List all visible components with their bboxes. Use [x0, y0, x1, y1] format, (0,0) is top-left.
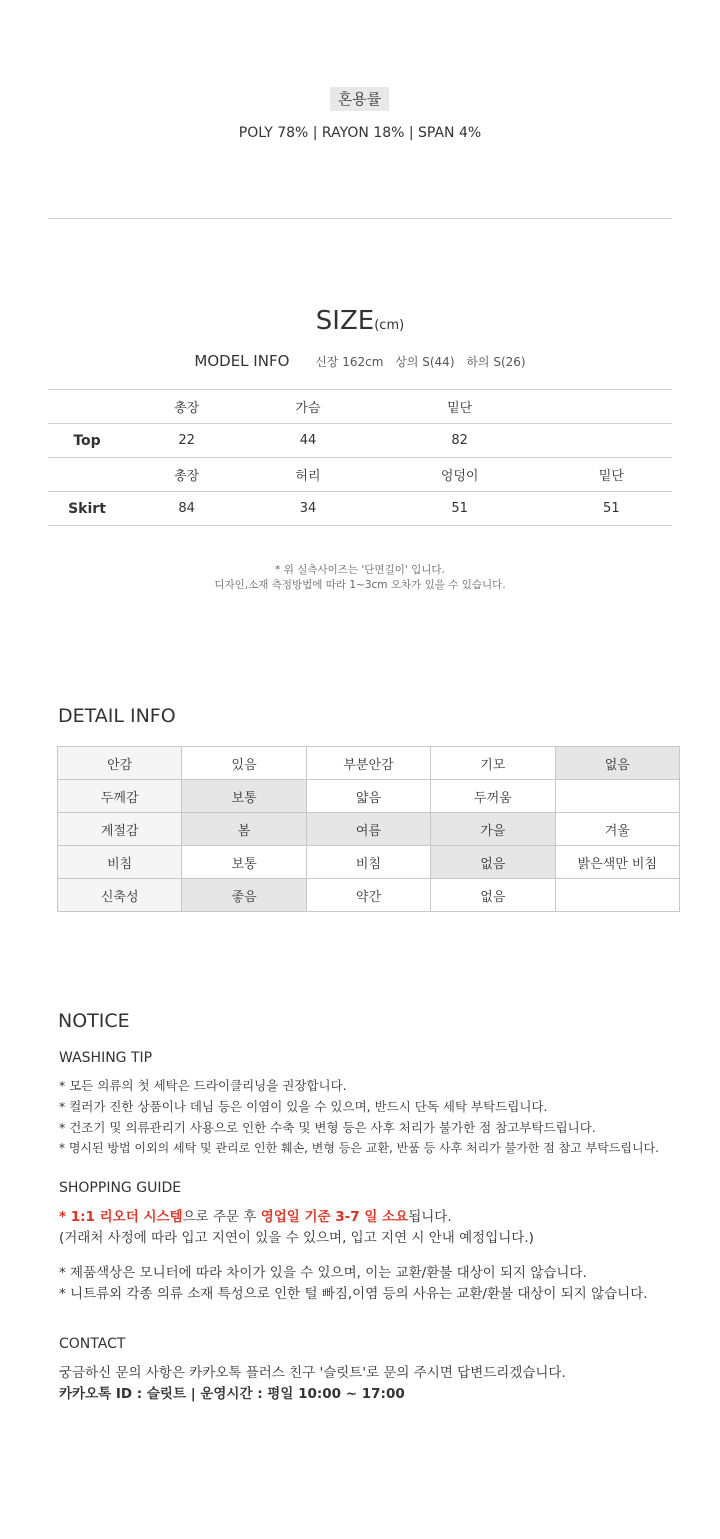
divider: [48, 218, 672, 219]
detail-option-cell: 없음: [431, 879, 555, 912]
size-cell: 82: [451, 433, 468, 448]
size-unit: (cm): [374, 318, 405, 333]
detail-option-cell: 좋음: [182, 879, 306, 912]
notice-title: NOTICE: [58, 1010, 130, 1032]
detail-table: [57, 746, 680, 912]
size-cell: [551, 390, 672, 424]
size-notes: [0, 563, 720, 593]
detail-option-cell: 두꺼움: [431, 780, 555, 813]
detail-option-cell: 여름: [306, 813, 430, 846]
detail-row-label: 신축성: [58, 879, 182, 912]
washing-line-4: * 명시된 방법 이외의 세탁 및 관리로 인한 훼손, 변형 등은 교환, 반품 등 사후 처리가 불가한 점 참고 부탁드립니다.: [59, 1141, 659, 1155]
fabric-composition: POLY 78% | RAYON 18% | SPAN 4%: [238, 125, 482, 141]
size-cell: 가슴: [295, 401, 321, 416]
detail-row-label: 안감: [58, 747, 182, 780]
lead-time-text: 영업일 기준 3-7 일 소요: [260, 1209, 409, 1225]
detail-option-cell: 얇음: [306, 780, 430, 813]
size-note-1: * 위 실측사이즈는 '단면길이' 입니다.: [275, 564, 445, 576]
size-note-2: 디자인,소재 측정방법에 따라 1~3cm 오차가 있을 수 있습니다.: [214, 579, 506, 591]
detail-title: DETAIL INFO: [58, 705, 176, 727]
detail-table-row: [58, 780, 680, 813]
detail-option-cell: [555, 780, 679, 813]
contact-line-2: 카카오톡 ID : 슬릿트 | 운영시간 : 평일 10:00 ~ 17:00: [59, 1386, 405, 1402]
size-row-label: Top: [73, 432, 101, 449]
detail-option-cell: 보통: [182, 846, 306, 879]
shopping-guide-title: SHOPPING GUIDE: [59, 1180, 182, 1196]
model-bottom-size: 하의 S(26): [466, 355, 526, 369]
contact-line-1: 궁금하신 문의 사항은 카카오톡 플러스 친구 '슬릿트'로 문의 주시면 답변드리겠습니다.: [59, 1365, 566, 1381]
size-cell: 22: [178, 433, 195, 448]
size-cell: 51: [451, 501, 468, 516]
size-table-row: [48, 492, 672, 526]
fabric-label: 혼용률: [330, 87, 389, 111]
size-row-label: Skirt: [68, 500, 106, 517]
size-cell: 51: [603, 501, 620, 516]
size-title: [0, 306, 720, 336]
size-cell: 총장: [174, 401, 200, 416]
detail-table-row: [58, 879, 680, 912]
detail-option-cell: 약간: [306, 879, 430, 912]
detail-option-cell: 밝은색만 비침: [555, 846, 679, 879]
size-row-label: [48, 390, 126, 424]
size-cell: 84: [178, 501, 195, 516]
contact-title: CONTACT: [59, 1336, 126, 1352]
washing-line-1: * 모든 의류의 첫 세탁은 드라이클리닝을 권장합니다.: [59, 1078, 347, 1093]
reorder-system-text: * 1:1 리오더 시스템: [59, 1209, 183, 1225]
detail-option-cell: 있음: [182, 747, 306, 780]
detail-option-cell: 부분안감: [306, 747, 430, 780]
size-table-row: [48, 458, 672, 492]
shopping-line-2: (거래처 사정에 따라 입고 지연이 있을 수 있으며, 입고 지연 시 안내 예정입니다.): [59, 1230, 534, 1246]
detail-option-cell: 겨울: [555, 813, 679, 846]
washing-line-3: * 건조기 및 의류관리기 사용으로 인한 수축 및 변형 등은 사후 처리가 불가한 점 참고부탁드립니다.: [59, 1120, 596, 1135]
shopping-end-text: 됩니다.: [408, 1209, 452, 1225]
size-cell: 34: [299, 501, 317, 516]
model-height: 신장 162cm: [315, 355, 384, 369]
detail-table-row: [58, 846, 680, 879]
detail-option-cell: 가을: [431, 813, 555, 846]
detail-option-cell: 기모: [431, 747, 555, 780]
shopping-line-4: * 니트류외 각종 의류 소재 특성으로 인한 털 빠짐,이염 등의 사유는 교환/환불 대상이 되지 않습니다.: [59, 1286, 648, 1302]
size-table-row: [48, 424, 672, 458]
shopping-mid-text: 으로 주문 후: [182, 1209, 261, 1225]
washing-line-2: * 컬러가 진한 상품이나 데님 등은 이염이 있을 수 있으며, 반드시 단독 세탁 부탁드립니다.: [59, 1099, 548, 1114]
detail-table-row: [58, 813, 680, 846]
size-cell: 밑단: [447, 401, 473, 416]
detail-option-cell: 없음: [431, 846, 555, 879]
model-top-size: 상의 S(44): [395, 355, 455, 369]
detail-row-label: 두께감: [58, 780, 182, 813]
size-cell: 44: [299, 433, 317, 448]
model-info-label: MODEL INFO: [194, 352, 290, 370]
size-cell: 엉덩이: [440, 469, 479, 484]
size-cell: 밑단: [598, 469, 624, 484]
detail-row-label: 계절감: [58, 813, 182, 846]
washing-tip-title: WASHING TIP: [59, 1050, 153, 1066]
shopping-line-3: * 제품색상은 모니터에 따라 차이가 있을 수 있으며, 이는 교환/환불 대상이 되지 않습니다.: [59, 1265, 587, 1281]
shopping-line-1: [59, 1205, 452, 1225]
detail-option-cell: 없음: [555, 747, 679, 780]
detail-option-cell: 보통: [182, 780, 306, 813]
detail-option-cell: [555, 879, 679, 912]
model-info: [0, 352, 720, 370]
detail-option-cell: 비침: [306, 846, 430, 879]
size-table-row: [48, 390, 672, 424]
size-table: [48, 389, 672, 526]
detail-row-label: 비침: [58, 846, 182, 879]
size-cell: 허리: [295, 469, 321, 484]
size-row-label: [48, 458, 126, 492]
size-cell: [551, 424, 672, 458]
size-heading: SIZE: [315, 306, 375, 336]
detail-table-row: [58, 747, 680, 780]
detail-option-cell: 봄: [182, 813, 306, 846]
size-cell: 총장: [174, 469, 200, 484]
